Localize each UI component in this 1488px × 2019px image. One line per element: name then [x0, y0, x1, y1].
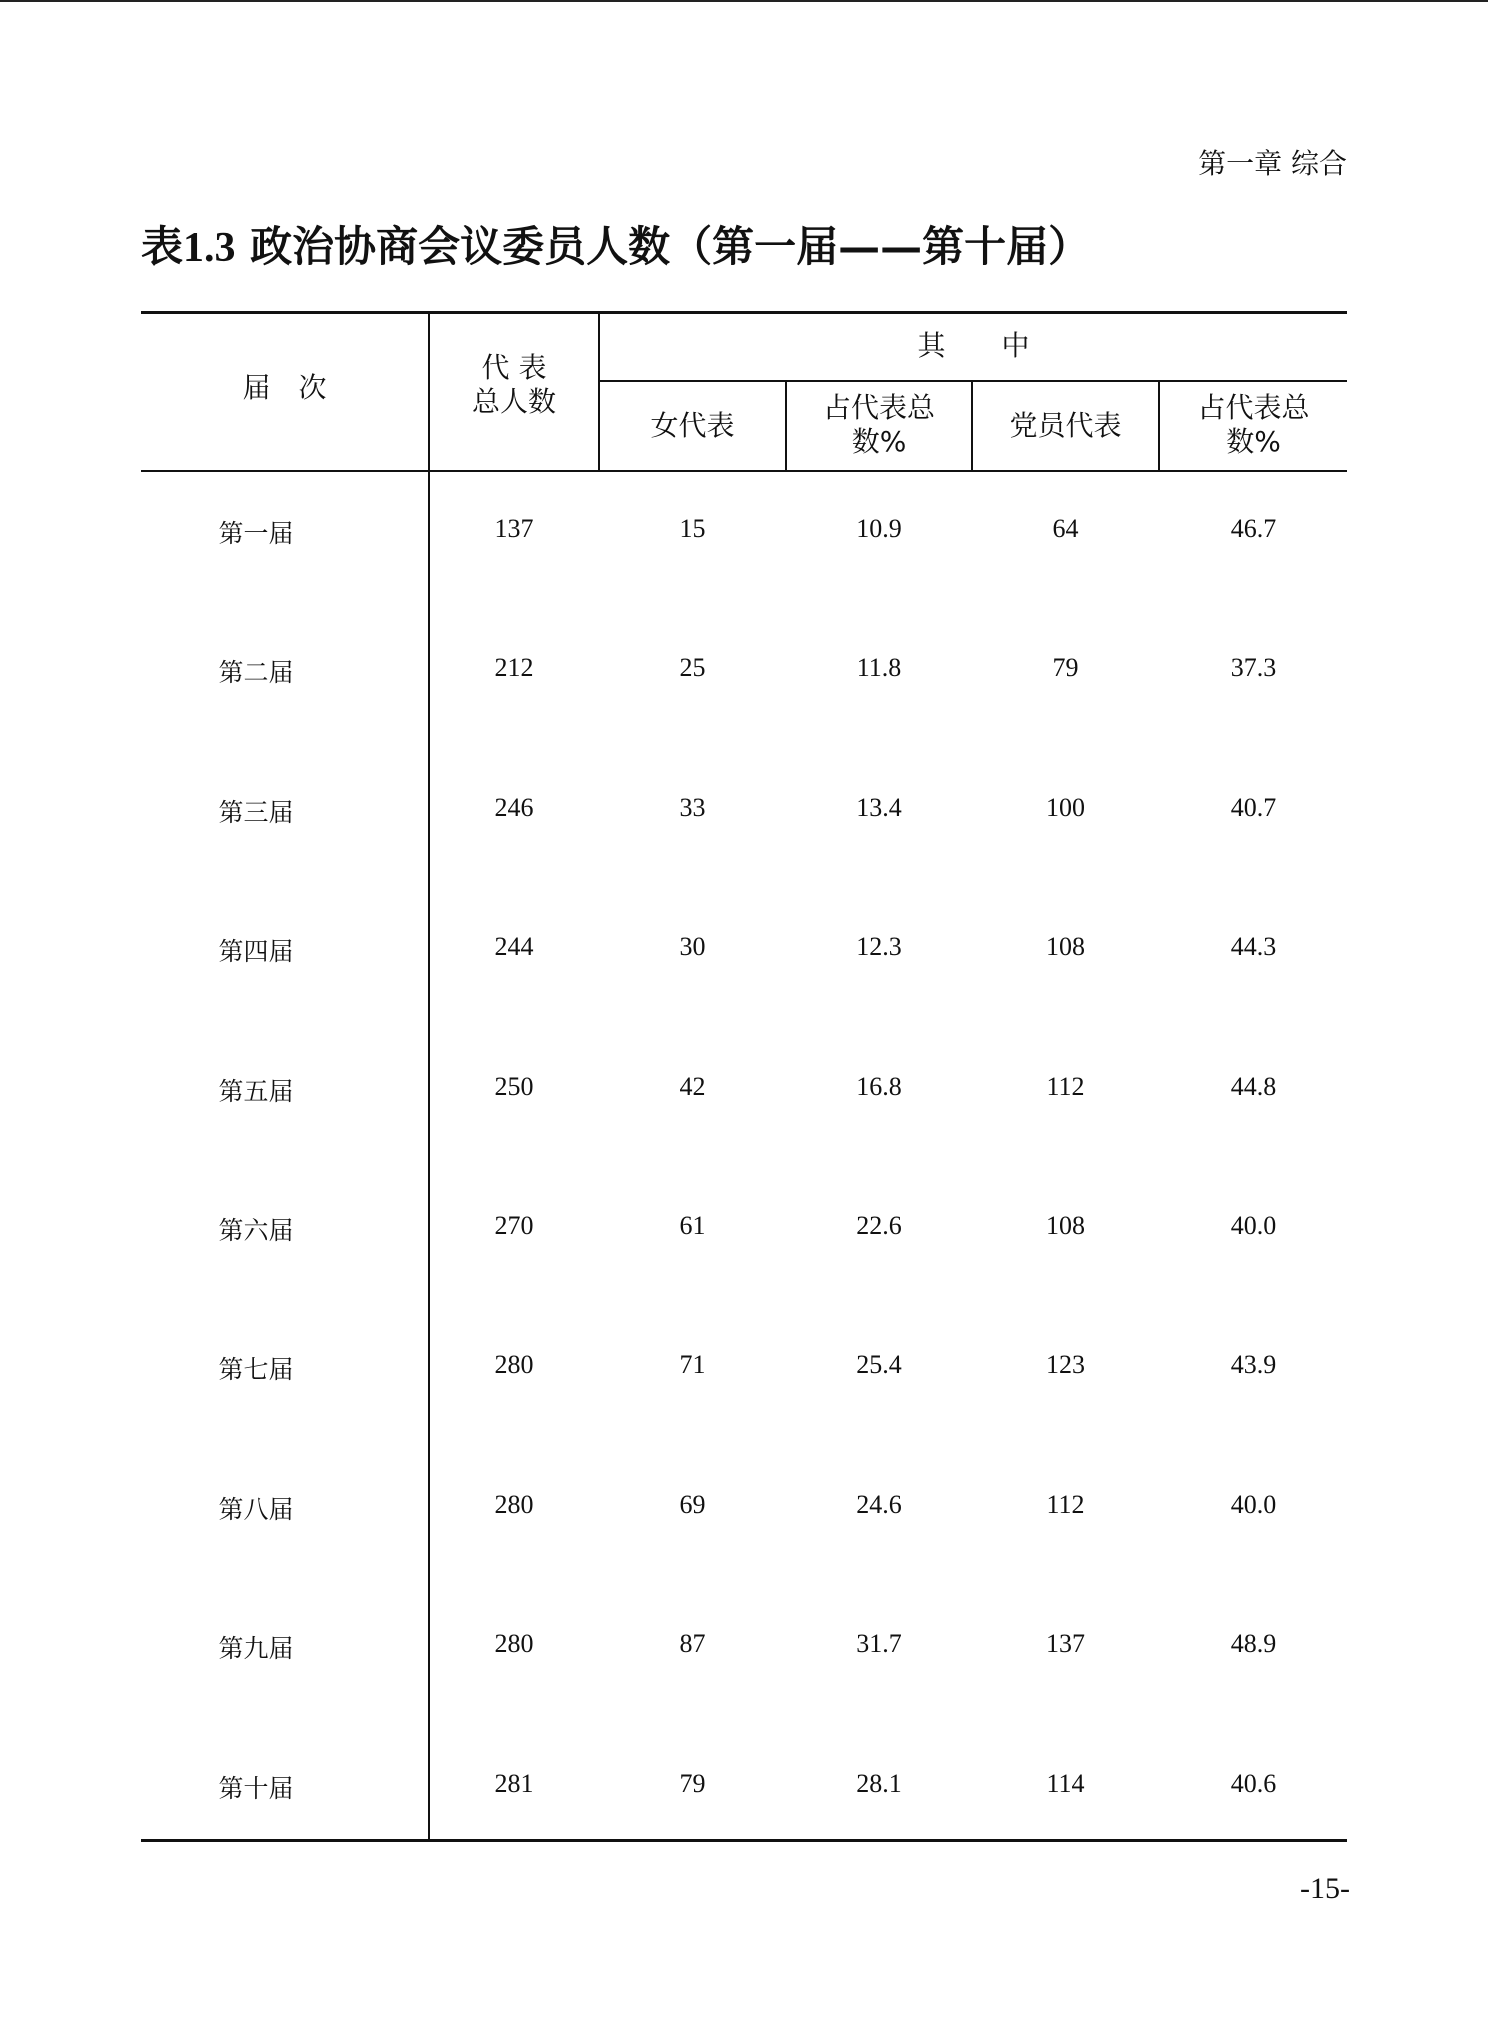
header-total: 代 表 总人数: [471, 351, 556, 418]
cell-total: 244: [494, 932, 534, 962]
header-group: 其 中: [917, 329, 1030, 362]
cell-session: 第九届: [218, 1634, 294, 1664]
cell-party: 123: [1046, 1350, 1085, 1380]
cell-party-pct: 44.3: [1230, 932, 1277, 962]
cell-session: 第六届: [218, 1216, 294, 1245]
page-top-border: [0, 0, 1488, 2]
cell-party-pct: 37.3: [1230, 653, 1277, 683]
header-bottom-rule: [141, 470, 1347, 472]
data-table: [141, 311, 1347, 1842]
table-bottom-rule: [141, 1839, 1347, 1842]
header-female: 女代表: [650, 409, 735, 442]
cell-session: 第七届: [218, 1355, 294, 1385]
cell-party: 137: [1046, 1629, 1085, 1659]
cell-female-pct: 10.9: [856, 514, 902, 543]
cell-total: 212: [494, 653, 534, 683]
cell-female: 71: [679, 1350, 706, 1380]
cell-total: 137: [494, 514, 534, 543]
header-party: 党员代表: [1009, 409, 1122, 442]
cell-female-pct: 12.3: [856, 932, 902, 962]
cell-party: 64: [1052, 514, 1079, 543]
cell-female: 42: [679, 1071, 706, 1101]
cell-total: 246: [494, 792, 534, 822]
cell-session: 第八届: [218, 1494, 294, 1524]
cell-total: 280: [494, 1629, 534, 1659]
cell-party: 100: [1046, 792, 1085, 822]
table-title-text: 政治协商会议委员人数（第一届——第十届）: [250, 222, 1091, 271]
cell-party: 112: [1046, 1071, 1085, 1101]
table-top-rule: [141, 311, 1347, 314]
cell-female-pct: 13.4: [856, 792, 902, 822]
cell-session: 第五届: [218, 1076, 294, 1106]
cell-party: 114: [1046, 1768, 1085, 1798]
cell-party-pct: 48.9: [1230, 1629, 1277, 1659]
table-number: 表1.3: [141, 225, 236, 271]
cell-female: 69: [679, 1489, 706, 1519]
cell-total: 280: [494, 1489, 534, 1519]
cell-party-pct: 44.8: [1230, 1071, 1277, 1101]
cell-female: 33: [679, 792, 706, 822]
header-female-pct: 占代表总 数%: [822, 391, 935, 458]
cell-female-pct: 24.6: [856, 1489, 902, 1519]
cell-female: 79: [679, 1768, 706, 1798]
cell-session: 第二届: [218, 658, 294, 688]
cell-female-pct: 28.1: [856, 1768, 902, 1798]
cell-total: 280: [494, 1350, 534, 1380]
cell-party-pct: 43.9: [1230, 1350, 1277, 1380]
cell-party-pct: 46.7: [1230, 514, 1277, 543]
cell-party: 79: [1052, 653, 1079, 683]
page-number: -15-: [1300, 1872, 1350, 1905]
cell-party: 108: [1046, 932, 1085, 962]
cell-female: 25: [679, 653, 706, 683]
cell-female-pct: 16.8: [856, 1071, 902, 1101]
cell-party-pct: 40.6: [1230, 1768, 1277, 1798]
header-session: 届 次: [242, 371, 327, 404]
cell-party: 112: [1046, 1489, 1085, 1519]
cell-session: 第一届: [218, 519, 294, 548]
cell-female-pct: 25.4: [856, 1350, 902, 1380]
cell-party-pct: 40.0: [1230, 1489, 1277, 1519]
cell-female-pct: 11.8: [856, 653, 902, 683]
cell-female: 87: [679, 1629, 706, 1659]
cell-female: 15: [679, 514, 706, 543]
cell-female: 30: [679, 932, 706, 962]
cell-total: 250: [494, 1071, 534, 1101]
cell-session: 第四届: [218, 937, 294, 967]
cell-session: 第十届: [218, 1773, 294, 1803]
header-party-pct: 占代表总 数%: [1197, 391, 1310, 458]
cell-party-pct: 40.0: [1230, 1211, 1277, 1240]
chapter-header: 第一章 综合: [1198, 147, 1347, 180]
cell-party-pct: 40.7: [1230, 792, 1277, 822]
cell-party: 108: [1046, 1211, 1085, 1240]
cell-session: 第三届: [218, 797, 294, 827]
cell-female-pct: 22.6: [856, 1211, 902, 1240]
cell-female-pct: 31.7: [856, 1629, 902, 1659]
cell-female: 61: [679, 1211, 706, 1240]
cell-total: 281: [494, 1768, 534, 1798]
table-title: [141, 214, 1090, 274]
cell-total: 270: [494, 1211, 534, 1240]
